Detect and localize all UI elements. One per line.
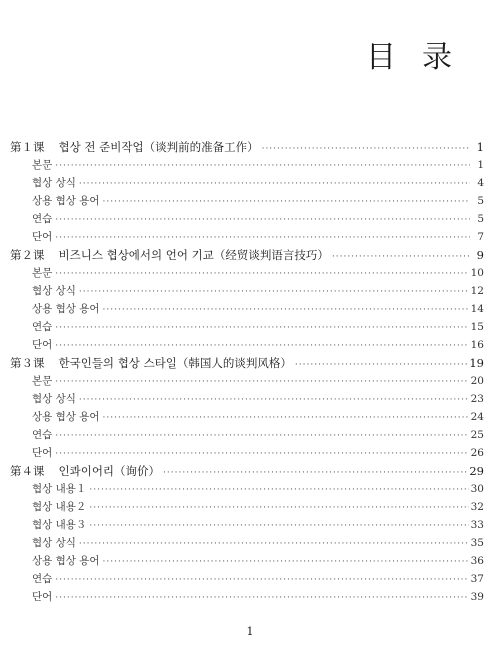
page-ref: 4 (477, 177, 484, 189)
dot-leader (295, 356, 467, 374)
toc-chapter-2[interactable] (10, 246, 484, 264)
section-title: 연습 (32, 573, 53, 585)
section-title: 협상 내용１ (32, 483, 87, 495)
toc-section[interactable] (10, 228, 484, 246)
page-ref: 30 (470, 483, 484, 495)
dot-leader (55, 157, 470, 175)
page-ref: 5 (477, 195, 484, 207)
section-title: 상용 협상 용어 (32, 555, 100, 567)
page-ref: 12 (470, 285, 484, 297)
toc-section[interactable] (10, 426, 484, 444)
page-ref: 1 (477, 159, 484, 171)
section-title: 연습 (32, 429, 53, 441)
toc-section[interactable] (10, 210, 484, 228)
page-ref: 19 (469, 356, 484, 370)
page-ref: 25 (470, 429, 484, 441)
toc-section[interactable] (10, 444, 484, 462)
toc-section[interactable] (10, 588, 484, 606)
dot-leader (262, 140, 470, 158)
section-title: 협상 상식 (32, 537, 76, 549)
dot-leader (55, 211, 470, 229)
dot-leader (89, 499, 468, 517)
dot-leader (79, 535, 469, 553)
section-title: 단어 (32, 447, 53, 459)
toc-section[interactable] (10, 336, 484, 354)
dot-leader (55, 427, 468, 445)
section-title: 본문 (32, 159, 53, 171)
page-ref: 29 (469, 464, 484, 478)
toc-section[interactable] (10, 372, 484, 390)
toc-section[interactable] (10, 156, 484, 174)
toc-section[interactable] (10, 570, 484, 588)
toc-section[interactable] (10, 264, 484, 282)
section-title: 단어 (32, 591, 53, 603)
page-ref: 35 (470, 537, 484, 549)
chapter-title: 인콰이어리（询价） (58, 464, 161, 478)
section-title: 협상 상식 (32, 285, 76, 297)
page-ref: 14 (470, 303, 484, 315)
dot-leader (55, 373, 468, 391)
dot-leader (55, 589, 468, 607)
toc-section[interactable] (10, 192, 484, 210)
section-title: 연습 (32, 213, 53, 225)
toc-section[interactable] (10, 318, 484, 336)
section-title: 협상 상식 (32, 177, 76, 189)
page-ref: 36 (470, 555, 484, 567)
page-ref: 33 (470, 519, 484, 531)
section-title: 협상 상식 (32, 393, 76, 405)
page-ref: 23 (470, 393, 484, 405)
page-ref: 32 (470, 501, 484, 513)
section-title: 상용 협상 용어 (32, 303, 100, 315)
page-ref: 5 (477, 213, 484, 225)
chapter-title: 비즈니스 협상에서의 언어 기교（经贸谈判语言技巧） (58, 248, 329, 262)
toc-section[interactable] (10, 552, 484, 570)
dot-leader (55, 265, 468, 283)
page-ref: 37 (470, 573, 484, 585)
dot-leader (79, 283, 469, 301)
chapter-number: 第３课 (10, 356, 45, 370)
page-ref: 10 (470, 267, 484, 279)
page-ref: 15 (470, 321, 484, 333)
page-ref: 1 (476, 140, 484, 154)
section-title: 단어 (32, 339, 53, 351)
toc-chapter-4[interactable] (10, 462, 484, 480)
section-title: 연습 (32, 321, 53, 333)
dot-leader (79, 391, 469, 409)
dot-leader (55, 445, 468, 463)
page-number: 1 (246, 625, 254, 638)
section-title: 협상 내용２ (32, 501, 87, 513)
chapter-number: 第１课 (10, 140, 45, 154)
dot-leader (163, 464, 467, 482)
chapter-number: 第４课 (10, 464, 45, 478)
toc-section[interactable] (10, 300, 484, 318)
chapter-title: 협상 전 준비작업（谈判前的准备工作） (58, 140, 259, 154)
toc-chapter-1[interactable] (10, 138, 484, 156)
dot-leader (103, 193, 470, 211)
dot-leader (55, 571, 468, 589)
section-title: 본문 (32, 375, 53, 387)
toc-chapter-3[interactable] (10, 354, 484, 372)
dot-leader (55, 319, 468, 337)
toc-section[interactable] (10, 516, 484, 534)
section-title: 협상 내용３ (32, 519, 87, 531)
section-title: 단어 (32, 231, 53, 243)
dot-leader (103, 301, 469, 319)
dot-leader (103, 553, 469, 571)
section-title: 상용 협상 용어 (32, 195, 100, 207)
toc-section[interactable] (10, 282, 484, 300)
dot-leader (89, 517, 468, 535)
section-title: 상용 협상 용어 (32, 411, 100, 423)
toc-section[interactable] (10, 480, 484, 498)
dot-leader (55, 337, 468, 355)
page-ref: 7 (477, 231, 484, 243)
page-ref: 26 (470, 447, 484, 459)
toc-section[interactable] (10, 408, 484, 426)
page-ref: 24 (470, 411, 484, 423)
page-ref: 39 (470, 591, 484, 603)
section-title: 본문 (32, 267, 53, 279)
page-ref: 9 (476, 248, 484, 262)
chapter-title: 한국인들의 협상 스타일（韩国人的谈判风格） (58, 356, 292, 370)
toc-section[interactable] (10, 534, 484, 552)
dot-leader (332, 248, 470, 266)
toc-section[interactable] (10, 390, 484, 408)
dot-leader (79, 175, 470, 193)
chapter-number: 第２课 (10, 248, 45, 262)
page-ref: 16 (470, 339, 484, 351)
toc-section[interactable] (10, 174, 484, 192)
page-ref: 20 (470, 375, 484, 387)
dot-leader (103, 409, 469, 427)
dot-leader (89, 481, 468, 499)
toc-section[interactable] (10, 498, 484, 516)
page-title: 目录 (366, 40, 478, 75)
dot-leader (55, 229, 470, 247)
table-of-contents (10, 138, 484, 606)
